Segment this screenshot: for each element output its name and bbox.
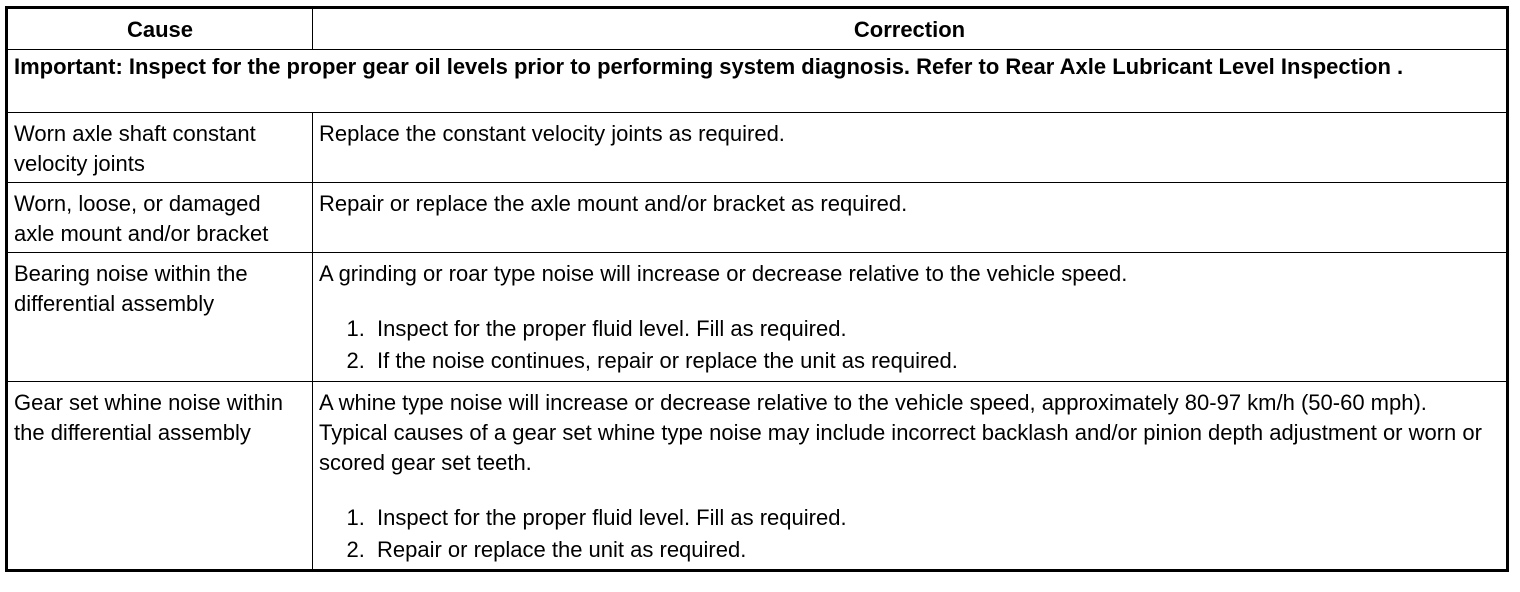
table-row [8, 183, 1507, 253]
cause-cell: Worn axle shaft constant velocity joints [8, 113, 313, 183]
correction-column-header: Correction [313, 9, 1507, 50]
correction-cell [313, 183, 1507, 253]
correction-cell [313, 253, 1507, 382]
correction-cell [313, 382, 1507, 570]
cause-cell: Worn, loose, or damaged axle mount and/or bracket [8, 183, 313, 253]
important-note-row [8, 50, 1507, 113]
table-row [8, 113, 1507, 183]
step-item: 1. Inspect for the proper fluid level. Fill as required. [371, 313, 1500, 345]
important-note: Important: Inspect for the proper gear oil levels prior to performing system diagnosis. Refer to Rear Axle Lubricant Level Inspection . [8, 50, 1507, 113]
correction-text: Replace the constant velocity joints as required. [319, 121, 785, 146]
step-item: 2. Repair or replace the unit as required. [371, 534, 1500, 566]
cause-column-header: Cause [8, 9, 313, 50]
diagnostic-table-container [5, 6, 1509, 572]
correction-steps [319, 313, 1500, 377]
correction-cell [313, 113, 1507, 183]
cause-cell: Bearing noise within the differential assembly [8, 253, 313, 382]
header-row [8, 9, 1507, 50]
correction-text: Repair or replace the axle mount and/or bracket as required. [319, 191, 908, 216]
cause-cell: Gear set whine noise within the differential assembly [8, 382, 313, 570]
diagnostic-table [7, 8, 1507, 570]
step-item: 2. If the noise continues, repair or replace the unit as required. [371, 345, 1500, 377]
correction-steps [319, 502, 1500, 566]
step-item: 1. Inspect for the proper fluid level. Fill as required. [371, 502, 1500, 534]
table-row [8, 253, 1507, 382]
table-row [8, 382, 1507, 570]
correction-text: A grinding or roar type noise will increase or decrease relative to the vehicle speed. [319, 261, 1128, 286]
correction-text: A whine type noise will increase or decrease relative to the vehicle speed, approximately 80-97 km/h (50-60 mph). Typical causes of a gear set whine type noise may include incorrect backlash and/or pinion depth adjustment or worn or scored gear set teeth. [319, 390, 1482, 475]
